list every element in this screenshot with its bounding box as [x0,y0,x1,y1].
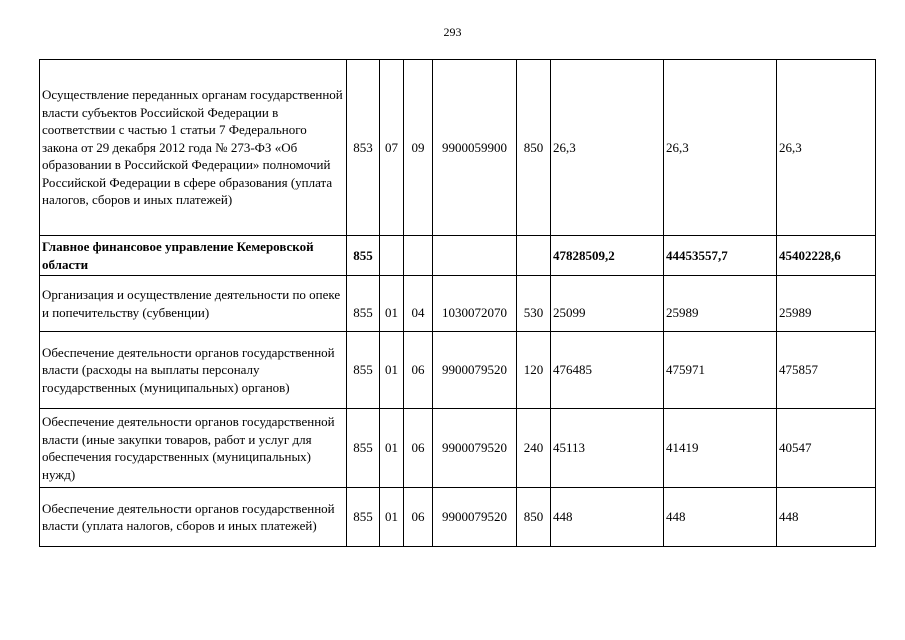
table-row [40,409,876,488]
year-3-amount: 45402228,6 [777,236,876,276]
expense-type-code: 530 [517,276,551,332]
year-3-amount: 40547 [777,409,876,488]
section-code: 01 [380,332,404,409]
expense-type-code: 850 [517,488,551,547]
year-3-amount: 26,3 [777,60,876,236]
year-1-amount: 448 [551,488,664,547]
subsection-code: 09 [404,60,433,236]
target-article-code: 9900079520 [433,409,517,488]
ministry-code: 853 [347,60,380,236]
row-name: Обеспечение деятельности органов государственной власти (расходы на выплаты персоналу государственных (муниципальных) органов) [40,332,347,409]
year-3-amount: 448 [777,488,876,547]
target-article-code: 9900059900 [433,60,517,236]
year-2-amount: 25989 [664,276,777,332]
section-code: 01 [380,276,404,332]
subsection-code: 06 [404,488,433,547]
section-code [380,236,404,276]
row-name: Осуществление переданных органам государственной власти субъектов Российской Федерации в соответствии с частью 1 статьи 7 Федерального закона от 29 декабря 2012 года № 273-ФЗ «Об образовании в Российской Федерации» полномочий Российской Федерации в сфере образования (уплата налогов, сборов и иных платежей) [40,60,347,236]
year-3-amount: 25989 [777,276,876,332]
row-name: Главное финансовое управление Кемеровской области [40,236,347,276]
year-1-amount: 476485 [551,332,664,409]
page-number: 293 [443,25,462,39]
year-1-amount: 26,3 [551,60,664,236]
subsection-code: 06 [404,409,433,488]
subsection-code [404,236,433,276]
year-1-amount: 25099 [551,276,664,332]
target-article-code [433,236,517,276]
ministry-code: 855 [347,236,380,276]
budget-table [39,59,876,547]
target-article-code: 1030072070 [433,276,517,332]
year-2-amount: 475971 [664,332,777,409]
year-2-amount: 41419 [664,409,777,488]
year-1-amount: 45113 [551,409,664,488]
year-2-amount: 448 [664,488,777,547]
table-row [40,488,876,547]
row-name: Обеспечение деятельности органов государственной власти (уплата налогов, сборов и иных платежей) [40,488,347,547]
expense-type-code: 120 [517,332,551,409]
ministry-code: 855 [347,332,380,409]
section-code: 07 [380,60,404,236]
subsection-code: 04 [404,276,433,332]
year-2-amount: 44453557,7 [664,236,777,276]
subsection-code: 06 [404,332,433,409]
year-2-amount: 26,3 [664,60,777,236]
target-article-code: 9900079520 [433,488,517,547]
year-3-amount: 475857 [777,332,876,409]
target-article-code: 9900079520 [433,332,517,409]
table-row [40,276,876,332]
table-row [40,236,876,276]
ministry-code: 855 [347,488,380,547]
row-name: Обеспечение деятельности органов государственной власти (иные закупки товаров, работ и услуг для обеспечения государственных (муниципальных) нужд) [40,409,347,488]
row-name: Организация и осуществление деятельности по опеке и попечительству (субвенции) [40,276,347,332]
expense-type-code: 240 [517,409,551,488]
section-code: 01 [380,409,404,488]
ministry-code: 855 [347,409,380,488]
ministry-code: 855 [347,276,380,332]
year-1-amount: 47828509,2 [551,236,664,276]
section-code: 01 [380,488,404,547]
table-row [40,332,876,409]
expense-type-code [517,236,551,276]
table-row [40,60,876,236]
expense-type-code: 850 [517,60,551,236]
